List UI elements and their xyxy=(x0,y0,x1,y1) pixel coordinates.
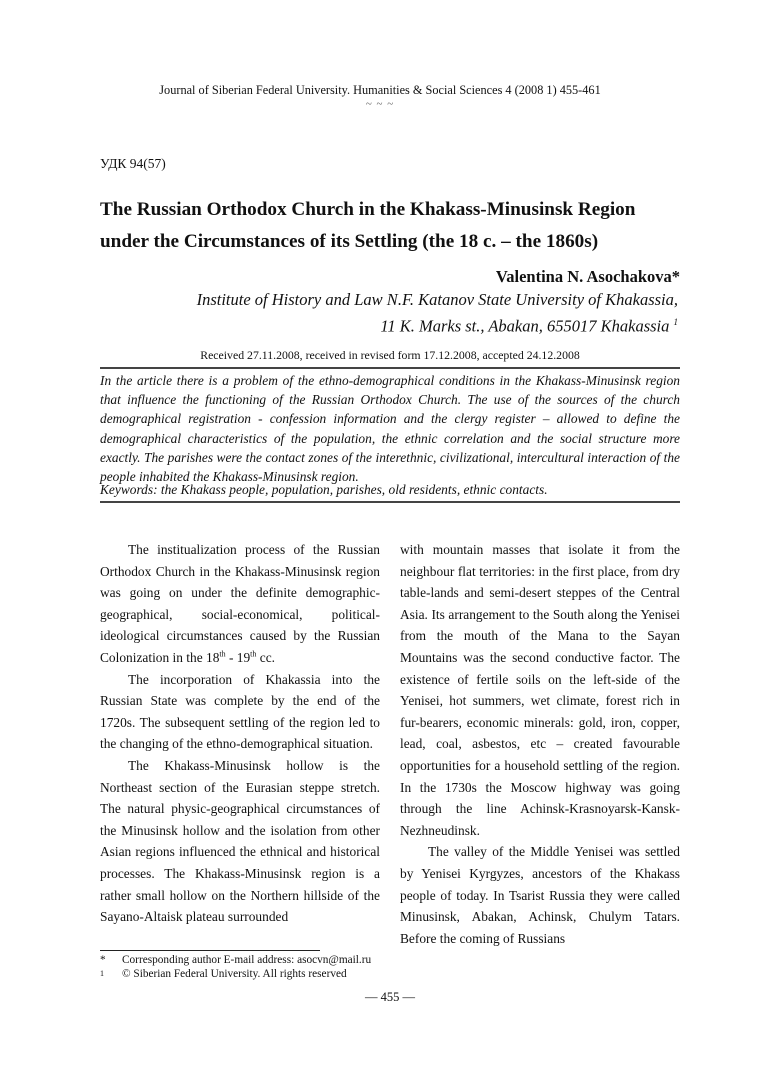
title-line-2: under the Circumstances of its Settling (the 18 c. – the 1860s) xyxy=(100,231,599,252)
paragraph: The valley of the Middle Yenisei was settled by Yenisei Kyrgyzes, ancestors of the Khakass people of today. In Tsarist Russia they were called Minusinsk, Abakan, Achinsk, Chulym Tatars. Before the coming of Russians xyxy=(400,844,680,946)
udk-code: УДК 94(57) xyxy=(100,156,166,171)
paragraph: The incorporation of Khakassia into the Russian State was complete by the end of the 1720s. The subsequent settling of the region led to the changing of the ethno-demographical situation. xyxy=(100,671,380,752)
abstract: In the article there is a problem of the ethno-demographical conditions in the Khakass-Minusinsk region that influence the functioning of the Russian Orthodox Church. The use of the sources of the church demographical registration - confession information and the clergy register – allowed to define the demographical characteristics of the population, the ethnic correlation and the social structure more exactly. The parishes were the contact zones of the interethnic, civilizational, intercultural interaction of the people inhabited the Khakass-Minusinsk region. xyxy=(100,373,680,485)
affiliation-footnote-mark: 1 xyxy=(673,317,678,327)
body-column-right xyxy=(400,539,680,949)
footnotes xyxy=(100,953,371,981)
affiliation-line-2: 11 K. Marks st., Abakan, 655017 Khakassia $^1$ xyxy=(380,316,678,336)
header-ornament: ~ ~ ~ xyxy=(365,98,395,110)
body-column-left xyxy=(100,539,380,928)
journal-header: Journal of Siberian Federal University. Humanities & Social Sciences 4 (2008 1) 455-461 xyxy=(159,83,601,97)
page-number: — 455 — xyxy=(365,990,415,1004)
paragraph: The institualization process of the Russian Orthodox Church in the Khakass-Minusinsk region was going on under the definite demographic-geographical, social-economical, political-ideological circumstances caused by the Russian Colonization in the 18th - 19th cc. xyxy=(100,542,380,665)
footnote-rule xyxy=(100,950,320,951)
article-title xyxy=(100,194,690,258)
abstract-bottom-rule xyxy=(100,501,680,503)
received-dates: Received 27.11.2008, received in revised form 17.12.2008, accepted 24.12.2008 xyxy=(200,348,580,362)
author-name: Valentina N. Asochakova* xyxy=(495,267,680,286)
author-affiliation xyxy=(197,288,678,338)
paragraph: with mountain masses that isolate it from the neighbour flat territories: in the first place, from dry table-lands and semi-desert steppes of the Central Asia. Its arrangement to the South along the Yenisei from the mouth of the Mana to the Sayan Mountains was the second conductive factor. The existence of fertile soils on the left-side of the Yenisei, hot summers, wet climate, forest rich in fur-bearers, economic minerals: gold, iron, copper, lead, coal, asbestos, etc – created favourable opportunities for a household settling of the region. In the 1730s the Moscow highway was going through the line Achinsk-Krasnoyarsk-Kansk-Nezhneudinsk. xyxy=(400,542,680,838)
footnote: * Corresponding author E-mail address: asocvn@mail.ru xyxy=(100,954,372,966)
abstract-top-rule xyxy=(100,367,680,369)
title-line-1: The Russian Orthodox Church in the Khakass-Minusinsk Region xyxy=(100,199,636,220)
paragraph: The Khakass-Minusinsk hollow is the Northeast section of the Eurasian steppe stretch. The natural physic-geographical circumstances of the Minusinsk hollow and the isolation from other Asian regions influenced the ethnical and historical processes. The Khakass-Minusinsk region is a rather small hollow on the Northern hillside of the Sayano-Altaisk plateau surrounded xyxy=(100,757,380,925)
footnote: 1 © Siberian Federal University. All rights reserved xyxy=(100,968,347,980)
affiliation-line-1: Institute of History and Law N.F. Katanov State University of Khakassia, xyxy=(196,290,678,309)
keywords: Keywords: the Khakass people, population, parishes, old residents, ethnic contacts. xyxy=(100,482,548,497)
